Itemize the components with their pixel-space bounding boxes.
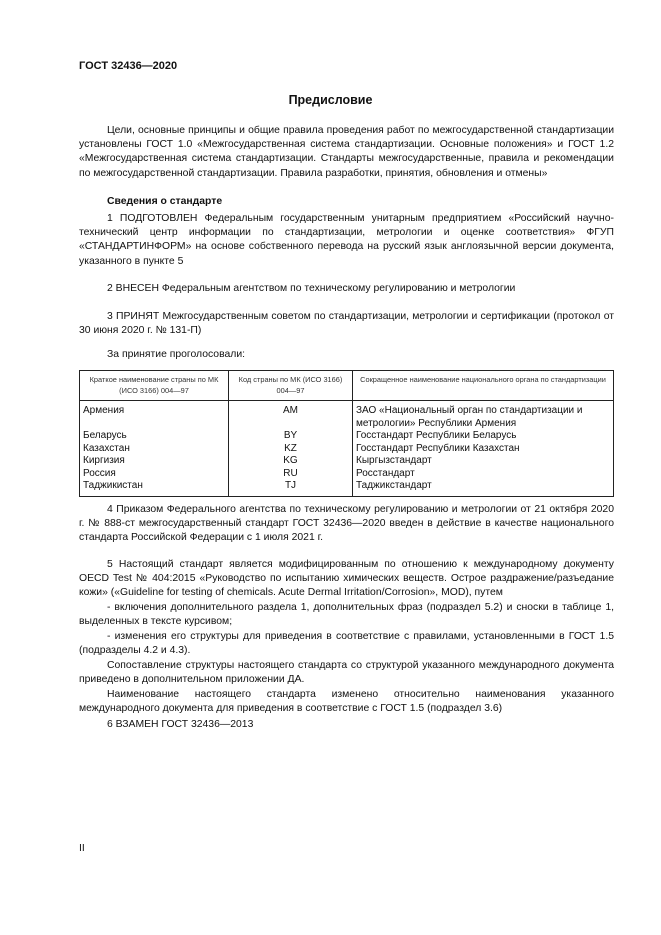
table-row (80, 468, 614, 481)
cell-code: KG (229, 455, 353, 468)
item-1-paragraph: 1 ПОДГОТОВЛЕН Федеральным государственным унитарным предприятием «Российский научно-технический центр информации по стандартизации, метрологии и оценке соответствия» ФГУП «СТАНДАРТИНФОРМ» на основе собственного перевода на русский язык англоязычной версии документа, указанного в пункте 5 (79, 213, 614, 267)
voting-table (79, 370, 614, 497)
item-3-paragraph: 3 ПРИНЯТ Межгосударственным советом по стандартизации, метрологии и сертификации (протокол от 30 июня 2020 г. № 131-П) (79, 311, 614, 337)
intro-paragraph: Цели, основные принципы и общие правила проведения работ по межгосударственной стандартизации установлены ГОСТ 1.0 «Межгосударственная система стандартизации. Основные положения» и ГОСТ 1.2 «Межгосударственная система стандартизации. Стандарты межгосударственные, правила и рекомендации по межгосударственной стандартизации. Правила разработки, принятия, обновления и отмены» (79, 125, 614, 179)
cell-body: Росстандарт (353, 468, 614, 481)
item-2-paragraph: 2 ВНЕСЕН Федеральным агентством по техническому регулированию и метрологии (107, 283, 516, 294)
cell-country: Таджикистан (80, 480, 229, 496)
item-5-bullet-2: - изменения его структуры для приведения в соответствие с правилами, установленными в ГОСТ 1.5 (подразделы 4.2 и 4.3). (79, 631, 614, 657)
cell-code: RU (229, 468, 353, 481)
item-4-paragraph: 4 Приказом Федерального агентства по техническому регулированию и метрологии от 21 октября 2020 г. № 888-ст межгосударственный стандарт ГОСТ 32436—2020 введен в действие в качестве национального стандарта Российской Федерации с 1 июля 2021 г. (79, 504, 614, 544)
cell-country: Казахстан (80, 443, 229, 456)
cell-code: BY (229, 430, 353, 443)
cell-body: Госстандарт Республики Беларусь (353, 430, 614, 443)
page-title: Предисловие (288, 93, 373, 107)
table-header-body: Сокращенное наименование национального органа по стандартизации (353, 371, 614, 401)
cell-code: AM (229, 401, 353, 431)
voted-label: За принятие проголосовали: (107, 349, 246, 360)
item-5-paragraph: 5 Настоящий стандарт является модифицированным по отношению к международному документу OECD Test № 404:2015 «Руководство по испытанию химических веществ. Острое раздражение/разъедание кожи» («Guideline for testing of chemicals. Acute Dermal Irritation/Corrosion», MOD), путем (79, 559, 614, 599)
item-6-paragraph: 6 ВЗАМЕН ГОСТ 32436—2013 (107, 719, 254, 730)
table-row (80, 480, 614, 496)
table-row (80, 443, 614, 456)
item-5-comparison-note: Сопоставление структуры настоящего стандарта со структурой указанного международного документа приведено в дополнительном приложении ДА. (79, 660, 614, 686)
table-header-code: Код страны по МК (ИСО 3166) 004—97 (229, 371, 353, 401)
table-header-row (80, 371, 614, 401)
item-5-name-note: Наименование настоящего стандарта изменено относительно наименования указанного международного документа для приведения в соответствие с ГОСТ 1.5 (подраздел 3.6) (79, 689, 614, 715)
table-row (80, 430, 614, 443)
document-header: ГОСТ 32436—2020 (79, 60, 178, 72)
cell-country: Армения (80, 401, 229, 431)
table-row (80, 455, 614, 468)
cell-code: TJ (229, 480, 353, 496)
cell-body: Таджикстандарт (353, 480, 614, 496)
cell-country: Беларусь (80, 430, 229, 443)
cell-code: KZ (229, 443, 353, 456)
item-5-bullet-1: - включения дополнительного раздела 1, дополнительных фраз (подраздел 5.2) и сноски в таблице 1, выделенных в тексте курсивом; (79, 602, 614, 628)
cell-country: Россия (80, 468, 229, 481)
table-row (80, 401, 614, 431)
table-header-country: Краткое наименование страны по МК (ИСО 3166) 004—97 (80, 371, 229, 401)
cell-body: Госстандарт Республики Казахстан (353, 443, 614, 456)
cell-body: ЗАО «Национальный орган по стандартизации и метрологии» Республики Армения (353, 401, 614, 431)
cell-country: Киргизия (80, 455, 229, 468)
cell-body: Кыргызстандарт (353, 455, 614, 468)
page-number: II (79, 843, 85, 854)
section-subtitle: Сведения о стандарте (107, 196, 223, 207)
